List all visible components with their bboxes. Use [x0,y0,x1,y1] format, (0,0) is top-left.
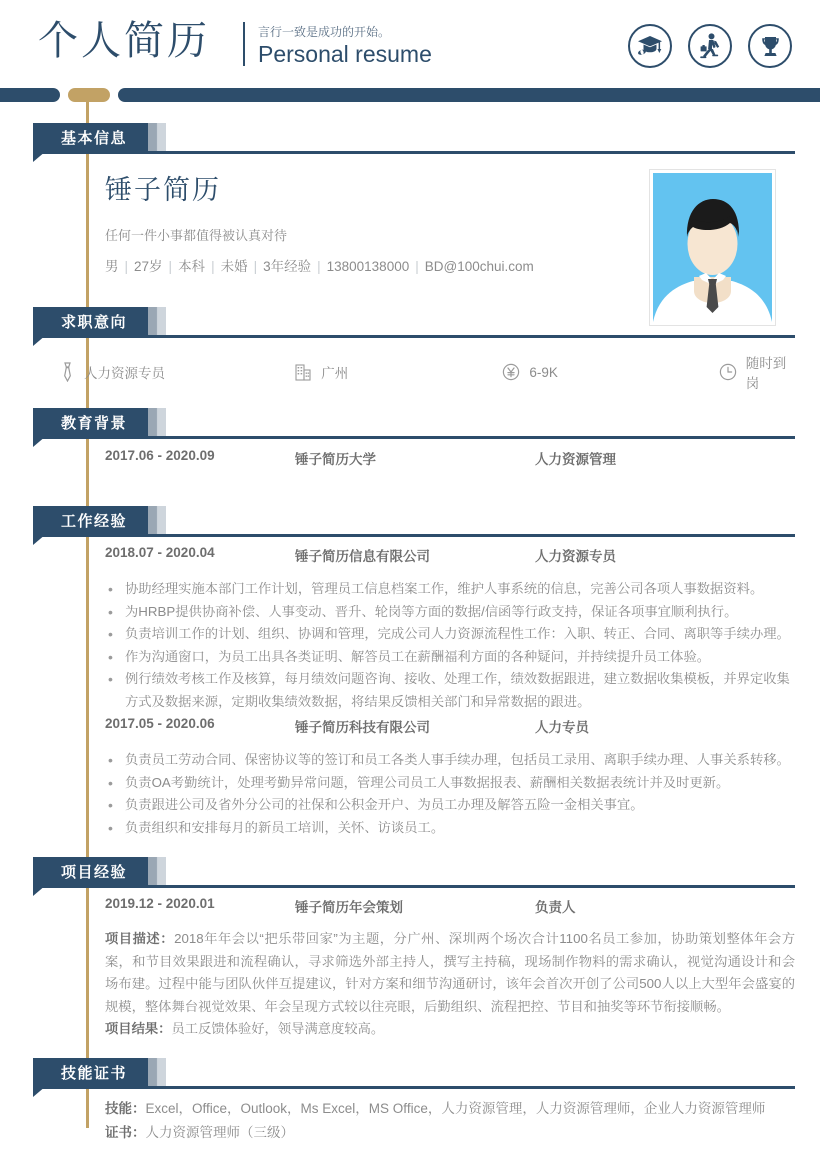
list-item: • 负责员工劳动合同、保密协议等的签订和员工各类人事手续办理，包括员工录用、离职手续办理、人事关系转移。 [105,749,795,772]
candidate-motto: 任何一件小事都值得被认真对待 [105,228,288,243]
section-header-basic [0,123,820,157]
work-body-2 [105,716,795,839]
section-flag-project [33,857,149,885]
list-item: • 负责OA考勤统计，处理考勤异常问题，管理公司员工人事数据报表、薪酬相关数据表统计并及时更新。 [105,772,795,795]
project-description-text: 2018年年会以“把乐带回家”为主题，分广州、深圳两个场次合计1100名员工参加，协助策划整体年会方案，和节目效果跟进和流程确认，寻求筛选外部主持人，撰写主持稿，现场制作物料的需求确认，视觉沟通设计和会场布建。过程中能与团队伙伴互提建议，针对方案和细节沟通研讨，该年会首次开创了公司500人以上大型年会盛宴的规模，整体舞台视觉效果、年会呈现方式较以往亮眼，后勤组织、流程把控、节目和抽奖等环节衔接顺畅。 [105,931,796,1014]
education-school: 锤子简历大学 [295,452,376,467]
section-header-intent [0,307,820,341]
work-role: 人力资源专员 [535,549,616,564]
education-major: 人力资源管理 [535,452,616,467]
section-education [0,408,820,442]
section-tab [148,1058,166,1086]
header-icon-group [628,24,792,68]
work-period: 2018.07 - 2020.04 [105,545,215,560]
project-description [105,928,795,1018]
project-result [105,1018,795,1041]
education-row [105,448,795,470]
page-header [0,0,820,82]
section-flag-intent [33,307,149,335]
skills-value: Excel，Office，Outlook，Ms Excel，MS Office，人力资源管理，人力资源管理师，企业人力资源管理师 [145,1101,766,1116]
graduation-cap-icon [628,24,672,68]
section-header-education [0,408,820,442]
trophy-icon [748,24,792,68]
building-icon [295,363,312,381]
section-tab [148,857,166,885]
candidate-meta-item: BD@100chui.com [424,259,534,274]
list-item: • 为HRBP提供协商补偿、人事变动、晋升、轮岗等方面的数据/信函等行政支持，保证各项事宜顺利执行。 [105,601,795,624]
yen-coin-icon [502,363,520,381]
section-basic-info [0,123,820,157]
accent-bar-left [0,88,60,102]
section-flag-education [33,408,149,436]
timeline-gold-line [86,100,89,1128]
work-bullets-1 [105,578,795,713]
section-tab [148,408,166,436]
avatar [650,170,775,325]
section-header-project [0,857,820,891]
certificate-label: 证书： [105,1125,146,1140]
intent-city-label: 广州 [321,366,349,381]
intent-city [295,352,502,392]
work-body-1 [105,545,795,713]
accent-bar-right [118,88,820,102]
list-item: • 例行绩效考核工作及核算，每月绩效问题咨询、接收、处理工作，绩效数据跟进，建立数据收集模板，并界定收集方式及数据来源，定期收集绩效数据，将结果反馈相关部门和异常数据的跟进。 [105,668,795,713]
section-tab [148,123,166,151]
project-row-header [105,896,795,918]
candidate-meta-item: 本科 [178,259,206,274]
accent-bar [0,88,820,102]
clock-icon [719,363,737,381]
list-item: • 作为沟通窗口，为员工出具各类证明、解答员工在薪酬福利方面的各种疑问，并持续提升员工体验。 [105,646,795,669]
project-name: 锤子简历年会策划 [295,900,403,915]
project-description-label: 项目描述： [105,931,175,946]
intent-position [60,352,295,392]
list-item: • 负责组织和安排每月的新员工培训，关怀、访谈员工。 [105,817,795,840]
section-title-education: 教育背景 [61,414,128,432]
section-flag-tail [33,534,46,545]
project-result-label: 项目结果： [105,1021,172,1036]
project-result-text: 员工反馈体验好，领导满意度较高。 [171,1021,385,1036]
skills-label: 技能： [105,1101,146,1116]
section-flag-basic [33,123,149,151]
header-subtitle-block [258,24,438,68]
candidate-meta: 男 | 27岁 | 本科 | 未婚 | 3年经验 | 13800138000 | BD@100chui.com [105,259,534,274]
skills-line [105,1097,795,1121]
section-job-intent [0,307,820,341]
section-rule [33,436,795,439]
certificate-value: 人力资源管理师（三级） [145,1125,294,1140]
candidate-meta-item: 27岁 [134,259,163,274]
list-item: • 协助经理实施本部门工作计划，管理员工信息档案工作，维护人事系统的信息，完善公司各项人事数据资料。 [105,578,795,601]
section-project [0,857,820,891]
businessman-walking-icon [688,24,732,68]
intent-salary [502,352,718,392]
section-title-work: 工作经验 [61,512,128,530]
section-title-basic: 基本信息 [61,129,128,147]
work-row-header [105,716,795,738]
section-flag-skills [33,1058,149,1086]
section-flag-tail [33,885,46,896]
intent-availability-label: 随时到岗 [745,356,787,391]
section-work [0,506,820,540]
section-header-skills [0,1058,820,1092]
section-rule [33,151,795,154]
work-company: 锤子简历信息有限公司 [295,549,430,564]
certificate-line [105,1121,795,1145]
section-flag-work [33,506,149,534]
avatar-illustration [653,173,772,322]
candidate-name: 锤子简历 [105,175,221,205]
section-rule [33,534,795,537]
section-rule [33,885,795,888]
candidate-meta-item: 未婚 [220,259,248,274]
intent-availability [719,352,795,392]
education-body [105,448,795,470]
candidate-meta-item: 13800138000 [326,259,410,274]
candidate-meta-item: 3年经验 [263,259,312,274]
project-role: 负责人 [535,900,576,915]
intent-salary-label: 6-9K [529,364,558,380]
section-title-project: 项目经验 [61,863,128,881]
work-bullets-2 [105,749,795,839]
candidate-meta-item: 男 [105,259,119,274]
section-flag-tail [33,1086,46,1097]
project-body [105,896,795,1041]
section-skills [0,1058,820,1092]
tie-icon [60,362,75,382]
section-rule [33,335,795,338]
section-title-skills: 技能证书 [61,1064,128,1082]
section-flag-tail [33,436,46,447]
work-role: 人力专员 [535,720,589,735]
section-flag-tail [33,335,46,346]
section-tab [148,506,166,534]
section-title-intent: 求职意向 [61,313,128,331]
page-title: 个人简历 [38,19,210,63]
section-rule [33,1086,795,1089]
header-subtitle-cn: 言行一致是成功的开始。 [258,25,391,39]
section-flag-tail [33,151,46,162]
list-item: • 负责跟进公司及省外分公司的社保和公积金开户、为员工办理及解答五险一金相关事宜。 [105,794,795,817]
work-company: 锤子简历科技有限公司 [295,720,430,735]
section-header-work [0,506,820,540]
list-item: • 负责培训工作的计划、组织、协调和管理，完成公司人力资源流程性工作：入职、转正、合同、离职等手续办理。 [105,623,795,646]
work-row-header [105,545,795,567]
education-period: 2017.06 - 2020.09 [105,448,215,463]
header-subtitle-en: Personal resume [258,41,432,67]
project-period: 2019.12 - 2020.01 [105,896,215,911]
header-divider [243,22,245,66]
intent-position-label: 人力资源专员 [84,366,165,381]
section-tab [148,307,166,335]
accent-bar-gold-pill [68,88,110,102]
work-period: 2017.05 - 2020.06 [105,716,215,731]
skills-body [105,1097,795,1145]
job-intent-row [60,352,795,392]
